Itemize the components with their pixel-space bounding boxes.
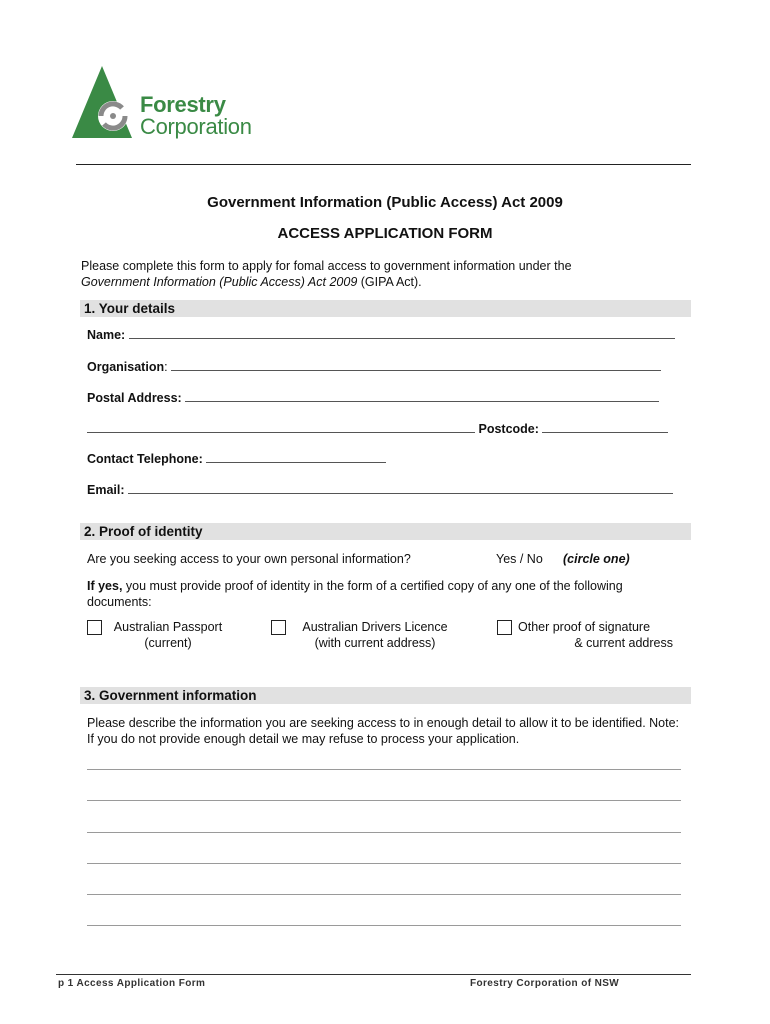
email-label: Email: — [87, 483, 125, 497]
section-1-title: 1. Your details — [84, 301, 176, 316]
description-line[interactable] — [87, 769, 681, 770]
intro-act-name: Government Information (Public Access) Act 2009 — [81, 275, 358, 289]
header-divider — [76, 164, 691, 165]
intro-gipa: (GIPA Act). — [357, 275, 422, 289]
yes-no-choice[interactable]: Yes / No — [496, 552, 543, 566]
option-licence-line2: (with current address) — [314, 636, 436, 650]
logo-text-corporation: Corporation — [140, 114, 252, 139]
tree-triangle-icon — [72, 66, 142, 142]
option-other-line1: Other proof of signature — [518, 620, 651, 634]
option-licence-line1: Australian Drivers Licence — [302, 620, 448, 634]
drivers-licence-checkbox[interactable] — [271, 620, 286, 635]
form-title: ACCESS APPLICATION FORM — [277, 225, 493, 242]
organisation-colon: : — [164, 360, 168, 374]
proof-instructions-text: you must provide proof of identity in the form of a certified copy of any one of the following documents: — [87, 579, 623, 609]
description-line[interactable] — [87, 832, 681, 833]
name-field — [87, 327, 675, 342]
intro-paragraph — [81, 258, 691, 290]
name-input-line[interactable] — [129, 327, 675, 339]
postal-address-line-2[interactable] — [87, 421, 475, 433]
logo-text-forestry: Forestry — [140, 92, 226, 117]
description-line[interactable] — [87, 800, 681, 801]
section-3-header — [80, 687, 691, 704]
name-label: Name: — [87, 328, 126, 342]
email-field — [87, 482, 673, 497]
option-other-line2: & current address — [574, 636, 673, 650]
telephone-field — [87, 451, 386, 466]
postal-address-field — [87, 390, 659, 405]
postcode-label: Postcode: — [478, 422, 539, 436]
section-3-title: 3. Government information — [84, 688, 257, 703]
option-other-proof — [515, 619, 673, 651]
footer-page-label: p 1 Access Application Form — [58, 978, 206, 989]
option-passport — [104, 619, 232, 651]
telephone-label: Contact Telephone: — [87, 452, 203, 466]
personal-info-question: Are you seeking access to your own personal information? — [87, 552, 411, 566]
proof-instructions — [87, 578, 687, 610]
postcode-row — [87, 421, 668, 436]
passport-checkbox[interactable] — [87, 620, 102, 635]
circle-one-note: (circle one) — [563, 552, 630, 566]
organisation-input-line[interactable] — [171, 359, 661, 371]
section-1-header — [80, 300, 691, 317]
telephone-input-line[interactable] — [206, 451, 386, 463]
postal-address-label: Postal Address: — [87, 391, 182, 405]
option-passport-line1: Australian Passport — [113, 620, 223, 634]
description-line[interactable] — [87, 863, 681, 864]
other-proof-checkbox[interactable] — [497, 620, 512, 635]
description-line[interactable] — [87, 894, 681, 895]
footer-divider — [56, 974, 691, 975]
email-input-line[interactable] — [128, 482, 673, 494]
organisation-field — [87, 359, 661, 374]
description-line[interactable] — [87, 925, 681, 926]
intro-text: Please complete this form to apply for fomal access to government information under the — [81, 259, 572, 273]
act-title: Government Information (Public Access) Act 2009 — [207, 194, 563, 211]
organisation-label: Organisation — [87, 360, 165, 374]
option-drivers-licence — [290, 619, 460, 651]
if-yes-label: If yes, — [87, 579, 123, 593]
section-2-title: 2. Proof of identity — [84, 524, 203, 539]
forestry-corporation-logo — [72, 66, 282, 142]
information-description: Please describe the information you are seeking access to in enough detail to allow it to be identified. Note: If you do not provide enough detail we may refuse to process your application. — [87, 716, 680, 746]
footer-organisation: Forestry Corporation of NSW — [470, 978, 620, 989]
section-2-header — [80, 523, 691, 540]
postcode-input-line[interactable] — [542, 421, 668, 433]
postal-address-input-line[interactable] — [185, 390, 659, 402]
option-passport-line2: (current) — [144, 636, 192, 650]
